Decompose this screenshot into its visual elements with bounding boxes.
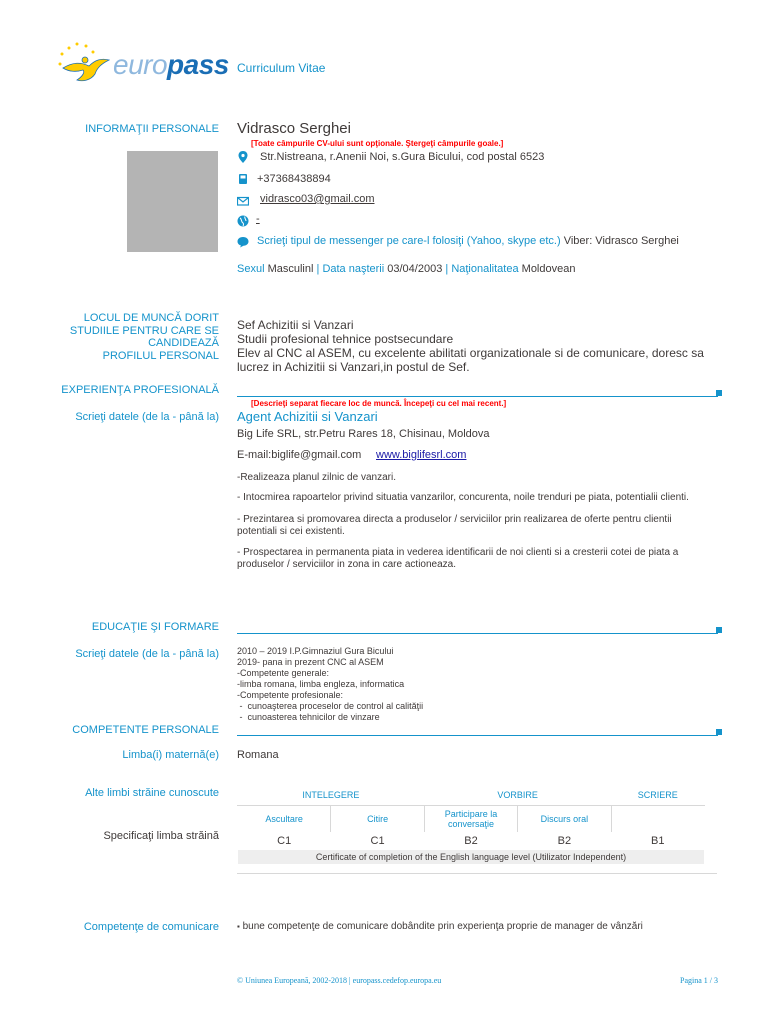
footer-page-number: Pagina 1 / 3 [680,976,718,985]
table-header-row [238,785,705,806]
certificate-text: Certificate of completion of the English language level (Utilizator Independent) [238,850,705,865]
subheader-writing-blank [611,806,704,833]
education-line: -Competente profesionale: [237,690,344,700]
messenger-value: Viber: Vidrasco Serghei [560,235,679,247]
section-label-experience: EXPERIENŢA PROFESIONALĂ [61,384,219,396]
section-divider [237,633,718,634]
duty-3b: potentiali si cei existenti. [237,526,345,537]
section-divider [237,735,718,736]
objective-label-1: LOCUL DE MUNCĂ DORIT [83,312,219,324]
level-production: B2 [518,833,611,850]
specify-language-label: Specificaţi limba străină [103,830,219,842]
europass-logo [55,40,229,86]
objective-label-2: STUDIILE PENTRU CARE SE [69,325,219,337]
subheader-interaction: Participare la conversaţie [424,806,517,833]
education-line: 2019- pana in prezent CNC al ASEM [237,657,384,667]
section-divider [237,396,718,397]
employer-website-link[interactable]: www.biglifesrl.com [376,449,467,461]
education-line: - cunoaşterea proceselor de control al calităţii [237,701,424,711]
email-link[interactable]: vidrasco03@gmail.com [260,193,375,205]
education-line: 2010 – 2019 I.P.Gimnaziul Gura Bicului [237,646,394,656]
table-row [238,833,705,850]
header-speaking: VORBIRE [424,785,611,806]
level-listening: C1 [238,833,331,850]
section-divider-marker [716,729,722,735]
doc-title: Curriculum Vitae [237,61,326,75]
header-understanding: INTELEGERE [238,785,425,806]
bullet-icon: ▪ [237,922,240,931]
nationality-label: Naţionalitatea [451,263,519,275]
birth-label: Data naşterii [322,263,385,275]
separator: | [442,263,452,275]
language-skills-table [237,784,705,865]
certificate-row [238,850,705,865]
education-line: - cunoasterea tehnicilor de vinzare [237,712,380,722]
messenger-line [257,235,679,248]
europass-figure-icon [55,40,115,86]
mother-tongue-label: Limba(i) maternă(e) [122,749,219,761]
section-label-education: EDUCAŢIE ŞI FORMARE [91,621,219,633]
duty-4a: - Prospectarea in permanenta piata in vederea identificarii de noi clienti si a cresterii cotei de piata a [237,547,679,558]
duty-4b: produselor / serviciilor in zona in care actioneaza. [237,559,456,570]
education-line: -Competente generale: [237,668,330,678]
employer: Big Life SRL, str.Petru Rares 18, Chisinau, Moldova [237,428,490,440]
messenger-prompt: Scrieţi tipul de messenger pe care-l folosiţi (Yahoo, skype etc.) [257,235,561,247]
level-writing: B1 [611,833,704,850]
subheader-listening: Ascultare [238,806,331,833]
studies-applied: Studii profesional tehnice postsecundare [237,332,454,346]
website-link[interactable]: - [256,213,260,225]
phone-icon [237,173,249,185]
communication-skills-item [237,921,643,933]
section-label-personal: INFORMAŢII PERSONALE [85,123,219,135]
job-title: Agent Achizitii si Vanzari [237,409,378,424]
table-subheader-row [238,806,705,833]
other-languages-label: Alte limbi străine cunoscute [85,787,219,799]
section-divider-marker [716,627,722,633]
communication-skills-label: Competenţe de comunicare [83,921,219,933]
profile-line-2: lucrez in Achizitii si Vanzari,in postul de Sef. [237,360,470,374]
duty-2: - Intocmirea rapoartelor privind situatia vanzarilor, concurenta, noile trenduri pe piata, potentialii clienti. [237,492,689,503]
objective-label-4: PROFILUL PERSONAL [102,350,219,362]
logo-text-pass: pass [167,49,229,80]
birth-value: 03/04/2003 [387,263,443,275]
header-writing: SCRIERE [611,785,704,806]
optional-fields-notice: [Toate câmpurile CV-ului sunt opţionale. Ştergeţi câmpurile goale.] [251,139,504,148]
experience-notice: [Descrieţi separat fiecare loc de muncă. Începeţi cu cel mai recent.] [251,399,507,408]
logo-text-euro: euro [113,49,168,80]
sex-label: Sexul [237,263,265,275]
duty-1: -Realizeaza planul zilnic de vanzari. [237,472,396,483]
education-line: -limba romana, limba engleza, informatica [237,679,405,689]
nationality-value: Moldovean [521,263,576,275]
phone-number: +37368438894 [257,173,331,185]
education-dates-label: Scrieţi datele (de la - până la) [75,648,219,660]
desired-job: Sef Achizitii si Vanzari [237,318,354,332]
subheader-production: Discurs oral [518,806,611,833]
address: Str.Nistreana, r.Anenii Noi, s.Gura Bicului, cod postal 6523 [260,151,545,163]
messenger-icon [237,236,249,248]
level-reading: C1 [331,833,424,850]
email-icon [237,195,249,207]
employer-email: E-mail:biglife@gmail.com [237,449,362,461]
personal-details-line [237,263,575,276]
section-label-skills: COMPETENTE PERSONALE [72,724,219,736]
communication-skills-value: bune competenţe de comunicare dobândite prin experienţa proprie de manager de vânzări [242,921,643,932]
sex-value: Masculinl [267,263,314,275]
table-bottom-rule [237,873,717,874]
objective-label-3: CANDIDEAZĂ [148,337,219,349]
experience-dates-label: Scrieţi datele (de la - până la) [75,411,219,423]
candidate-name: Vidrasco Serghei [237,120,351,137]
photo-placeholder [127,151,218,252]
separator: | [313,263,323,275]
mother-tongue-value: Romana [237,749,279,761]
subheader-reading: Citire [331,806,424,833]
section-divider-marker [716,390,722,396]
footer-copyright: © Uniunea Europeană, 2002-2018 | europass.cedefop.europa.eu [237,976,442,985]
website-icon [237,215,249,227]
location-icon [237,151,249,163]
level-interaction: B2 [424,833,517,850]
duty-3a: - Prezintarea si promovarea directa a produselor / serviciilor prin realizarea de oferte pentru clientii [237,514,672,525]
profile-line-1: Elev al CNC al ASEM, cu excelente abilitati organizationale si de comunicare, doresc sa [237,346,704,360]
